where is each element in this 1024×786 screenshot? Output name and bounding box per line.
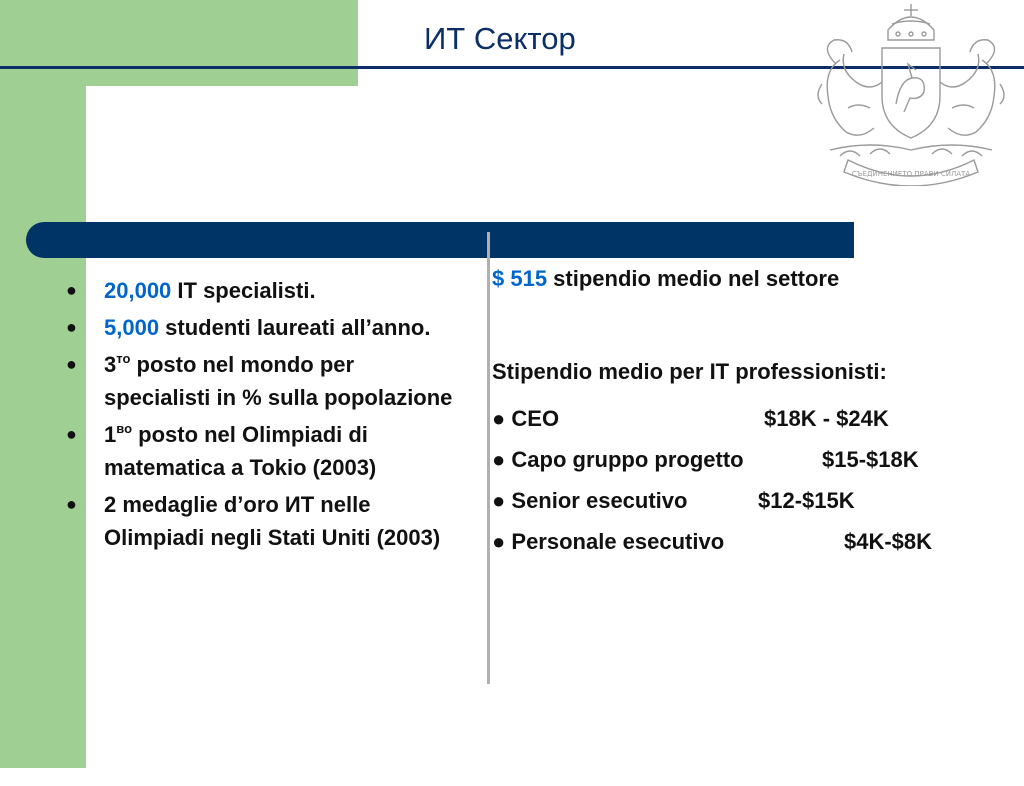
bullet-icon: ● xyxy=(66,354,77,374)
role-salary: $15-$18K xyxy=(822,447,919,472)
bullet-icon: ● xyxy=(66,317,77,337)
list-item-text: 2 medaglie d’oro ИТ nelle Olimpiadi negli Stati Uniti (2003) xyxy=(104,492,441,550)
list-item-text: IT specialisti. xyxy=(171,278,316,303)
list-item xyxy=(64,488,464,554)
list-item-text: posto nel mondo per specialisti in % sulla popolazione xyxy=(104,352,453,410)
bullet-icon: ● xyxy=(66,494,77,514)
column-divider xyxy=(487,232,490,684)
ordinal-number: 3 xyxy=(104,352,117,377)
salary-highlight: $ 515 xyxy=(492,266,548,291)
ordinal-suffix: во xyxy=(116,421,133,436)
role-label: ● Personale esecutivo xyxy=(492,529,725,554)
salary-text: stipendio medio nel settore xyxy=(547,266,840,291)
role-label: ● Capo gruppo progetto xyxy=(492,447,744,472)
list-item xyxy=(64,274,464,307)
list-item-text: studenti laureati all’anno. xyxy=(159,315,431,340)
facts-list xyxy=(64,274,464,558)
svg-text:СЪЕДИНЕНИЕТО ПРАВИ СИЛАТА: СЪЕДИНЕНИЕТО ПРАВИ СИЛАТА xyxy=(851,170,971,178)
stat-highlight: 5,000 xyxy=(104,315,160,340)
role-salary: $12-$15K xyxy=(758,488,855,513)
list-item xyxy=(64,311,464,344)
section-banner xyxy=(26,222,854,258)
role-label: ● Senior esecutivo xyxy=(492,488,688,513)
list-item xyxy=(64,348,464,414)
role-salary: $18K - $24K xyxy=(764,406,889,431)
slide-title: ИТ Сектор xyxy=(424,21,576,56)
role-label: ● CEO xyxy=(492,406,560,431)
salary-column xyxy=(492,262,1012,566)
list-item-text: posto nel Olimpiadi di matematica a Tokio (2003) xyxy=(104,422,377,480)
ordinal-number: 1 xyxy=(104,422,117,447)
top-green-band xyxy=(0,0,358,86)
salary-row xyxy=(492,484,1012,525)
list-item xyxy=(64,418,464,484)
salary-row xyxy=(492,525,1012,566)
coat-of-arms-icon xyxy=(800,0,1022,186)
salary-row xyxy=(492,443,1012,484)
average-salary xyxy=(492,262,1012,295)
salary-row xyxy=(492,402,1012,443)
bullet-icon: ● xyxy=(66,424,77,444)
salary-subheading: Stipendio medio per IT professionisti: xyxy=(492,359,887,384)
bullet-icon: ● xyxy=(66,280,77,300)
stat-highlight: 20,000 xyxy=(104,278,172,303)
role-salary: $4K-$8K xyxy=(844,529,933,554)
ordinal-suffix: то xyxy=(116,351,131,366)
